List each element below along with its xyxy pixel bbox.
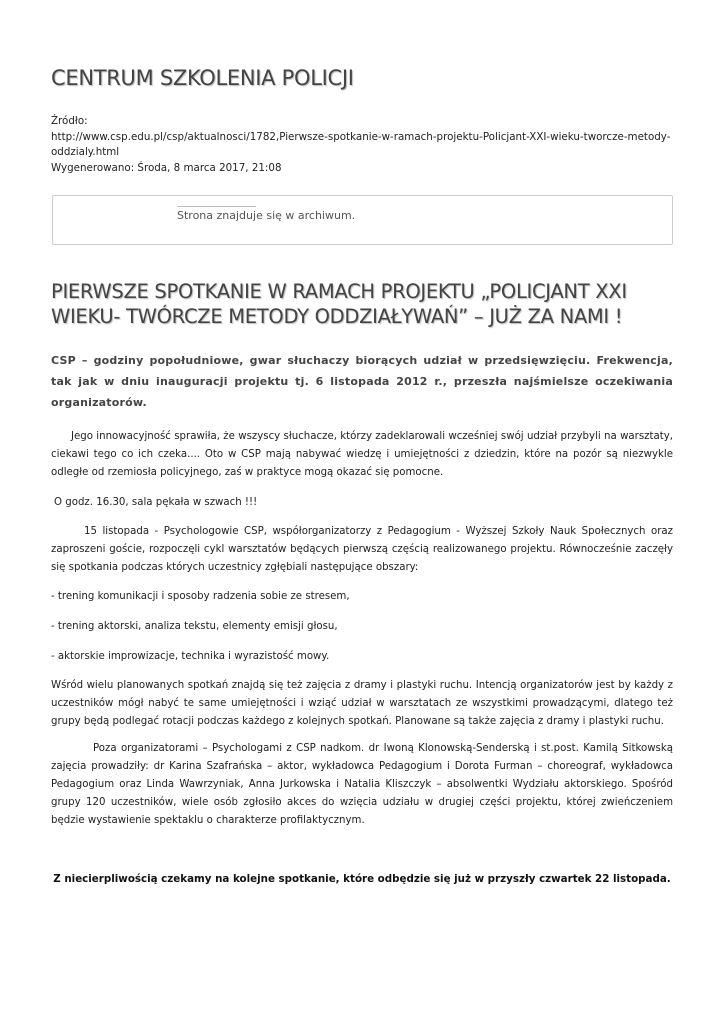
article-title: PIERWSZE SPOTKANIE W RAMACH PROJEKTU „POLICJANT XXI WIEKU- TWÓRCZE METODY ODDZIAŁYWAŃ” – JUŻ ZA NAMI ! [51, 280, 627, 328]
paragraph-5-text: Poza organizatorami – Psychologami z CSP nadkom. dr Iwoną Klonowską-Senderską i st.post. Kamilą Sitkowską zajęcia prowadziły: dr Karina Szafrańska – aktor, wykładowca Pedagogium i Dorota Furman – choreograf, wykładowca Pedagogium oraz Linda Wawrzyniak, Anna Jurkowska i Natalia Kliszczyk – absolwentki Wydziału aktorskiego. Spośród grupy 120 uczestników, wiele osób zgłosiło akces do wzięcia udziału w drugiej części projektu, której zwieńczeniem będzie wystawienie spektaklu o charakterze profilaktycznym. [51, 743, 673, 826]
document-meta [51, 114, 676, 176]
list-item: - aktorskie improwizacje, technika i wyrazistość mowy. [51, 651, 330, 662]
archive-notice-box [52, 195, 673, 245]
paragraph-1-text: Jego innowacyjność sprawiła, że wszyscy słuchacze, którzy zadeklarowali wcześniej swój udział przybyli na warsztaty, ciekawi tego co ich czeka.... Oto w CSP mają nabywać wiedzę i umiejętności z dziedzin, które na pozór są niezwykle odległe od rzemiosła policyjnego, zaś w praktyce mogą okazać się pomocne. [51, 431, 673, 478]
article-lead: CSP – godziny popołudniowe, gwar słuchaczy biorących udział w przedsięwzięciu. Frekwencja, tak jak w dniu inauguracji projektu tj. 6 listopada 2012 r., przeszła najśmielsze oczekiwania organizatorów. [51, 354, 673, 409]
paragraph-1 [51, 428, 673, 482]
source-label: Źródło: [51, 115, 88, 127]
archive-notice: Strona znajduje się w archiwum. [177, 209, 356, 222]
site-title: CENTRUM SZKOLENIA POLICJI [51, 66, 354, 90]
list-item: - trening aktorski, analiza tekstu, elementy emisji głosu, [51, 621, 338, 632]
paragraph-5 [51, 740, 673, 830]
paragraph-3-text: 15 listopada - Psychologowie CSP, współorganizatorzy z Pedagogium - Wyższej Szkoły Nauk Społecznych oraz zaproszeni goście, rozpoczęli cykl warsztatów będących pierwszą częścią realizowanego projektu. Równocześnie zaczęły się spotkania podczas których uczestnicy zgłębiali następujące obszary: [51, 526, 673, 573]
source-url[interactable]: http://www.csp.edu.pl/csp/aktualnosci/1782,Pierwsze-spotkanie-w-ramach-projektu-Policjant-XXI-wieku-tworcze-metody-oddzialy.html [51, 130, 671, 159]
archive-divider [177, 206, 256, 207]
paragraph-3 [51, 523, 673, 577]
generated-timestamp: Wygenerowano: Środa, 8 marca 2017, 21:08 [51, 161, 282, 174]
paragraph-4: Wśród wielu planowanych spotkań znajdą się też zajęcia z dramy i plastyki ruchu. Intencją organizatorów jest by każdy z uczestników mógł nabyć te same umiejętności i wziąć udział w warsztatach ze wszystkimi prowadzącymi, dlatego też grupy będą podlegać rotacji podczas każdego z kolejnych spotkań. Planowane są także zajęcia z dramy i plastyki ruchu. [51, 680, 673, 727]
list-item: - trening komunikacji i sposoby radzenia sobie ze stresem, [51, 591, 350, 602]
closing-statement: Z niecierpliwością czekamy na kolejne spotkanie, które odbędzie się już w przyszły czwartek 22 listopada. [53, 873, 671, 885]
paragraph-2: O godz. 16.30, sala pękała w szwach !!! [54, 497, 258, 508]
